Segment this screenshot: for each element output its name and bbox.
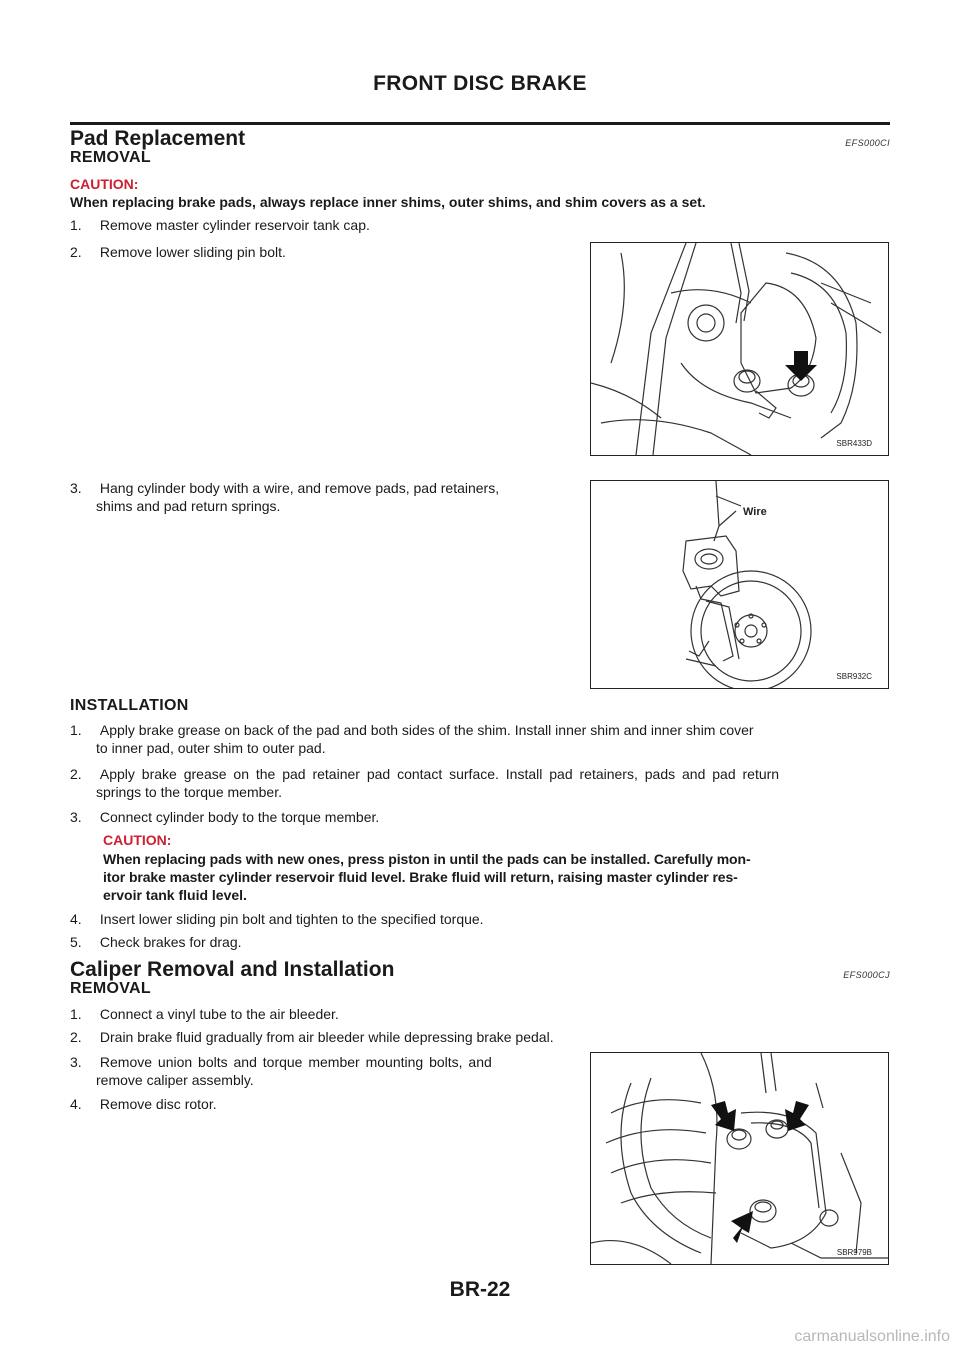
wire-label: Wire (743, 506, 767, 518)
step-number: 3. (70, 480, 82, 496)
step-text-continued: springs to the torque member. (96, 784, 282, 800)
watermark: carmanualsonline.info (794, 1328, 950, 1345)
step-item (70, 1028, 554, 1046)
section-title-caliper: Caliper Removal and Installation (70, 958, 395, 981)
arrow-icon (711, 1101, 736, 1131)
step-number: 4. (70, 1096, 82, 1112)
step-text: Remove union bolts and torque member mounting bolts, and (99, 1054, 492, 1070)
step-item (70, 1053, 580, 1071)
step-text: Hang cylinder body with a wire, and remove pads, pad retainers, (99, 480, 500, 496)
caution-text: When replacing brake pads, always replace inner shims, outer shims, and shim covers as a set. (70, 194, 706, 210)
step-number: 5. (70, 934, 82, 950)
figure-sbr433d (590, 242, 889, 456)
arrow-icon (731, 1211, 753, 1243)
step-item (70, 1005, 339, 1023)
step-item (70, 1095, 217, 1113)
page-header: FRONT DISC BRAKE (373, 72, 587, 95)
figure-code: SBR932C (836, 672, 872, 681)
subhead-removal: REMOVAL (70, 980, 151, 997)
step-number: 1. (70, 217, 82, 233)
step-number: 3. (70, 1054, 82, 1070)
step-text-continued: to inner pad, outer shim to outer pad. (96, 740, 326, 756)
step-item (70, 910, 484, 928)
step-number: 1. (70, 722, 82, 738)
caliper-removal-illustration (591, 1053, 888, 1264)
caution-label: CAUTION: (103, 832, 172, 848)
step-item (70, 479, 499, 497)
caliper-bolt-illustration (591, 243, 888, 455)
step-item (70, 808, 379, 826)
step-text: Remove master cylinder reservoir tank cap. (99, 217, 370, 233)
step-text: Drain brake fluid gradually from air bleeder while depressing brake pedal. (99, 1029, 554, 1045)
step-number: 3. (70, 809, 82, 825)
step-item (70, 216, 370, 234)
step-item (70, 243, 286, 261)
caution-text: itor brake master cylinder reservoir fluid level. Brake fluid will return, raising master cylinder res- (103, 869, 738, 885)
arrow-icon (785, 351, 817, 381)
step-number: 2. (70, 244, 82, 260)
section-code: EFS000CI (845, 138, 890, 148)
step-text: Apply brake grease on the pad retainer pad contact surface. Install pad retainers, pads and pad return (99, 766, 780, 782)
figure-code: SBR979B (836, 1248, 872, 1257)
step-number: 2. (70, 1029, 82, 1045)
caution-label: CAUTION: (70, 176, 139, 192)
step-item (70, 721, 890, 739)
step-text: Check brakes for drag. (99, 934, 242, 950)
header-rule (70, 122, 890, 125)
caliper-wire-illustration (591, 481, 888, 688)
subhead-installation: INSTALLATION (70, 697, 189, 714)
step-text: Connect a vinyl tube to the air bleeder. (99, 1006, 339, 1022)
figure-sbr979b (590, 1052, 889, 1265)
step-text: Insert lower sliding pin bolt and tighten to the specified torque. (99, 911, 484, 927)
figure-sbr932c (590, 480, 889, 689)
step-text: Remove disc rotor. (99, 1096, 217, 1112)
step-number: 2. (70, 766, 82, 782)
subhead-removal: REMOVAL (70, 149, 151, 166)
step-number: 1. (70, 1006, 82, 1022)
step-item (70, 765, 890, 783)
step-text-continued: shims and pad return springs. (96, 498, 281, 514)
page-number: BR-22 (449, 1278, 511, 1301)
section-title-pad-replacement: Pad Replacement (70, 127, 246, 150)
step-text: Apply brake grease on back of the pad and both sides of the shim. Install inner shim and inner shim cover (99, 722, 754, 738)
step-item (70, 933, 242, 951)
step-text-continued: remove caliper assembly. (96, 1072, 254, 1088)
caution-text: ervoir tank fluid level. (103, 887, 247, 903)
section-code: EFS000CJ (843, 970, 890, 980)
step-text: Remove lower sliding pin bolt. (99, 244, 286, 260)
arrow-icon (785, 1101, 809, 1131)
caution-text: When replacing pads with new ones, press piston in until the pads can be installed. Carefully mon- (103, 851, 751, 867)
step-number: 4. (70, 911, 82, 927)
step-text: Connect cylinder body to the torque member. (99, 809, 380, 825)
figure-code: SBR433D (836, 439, 872, 448)
